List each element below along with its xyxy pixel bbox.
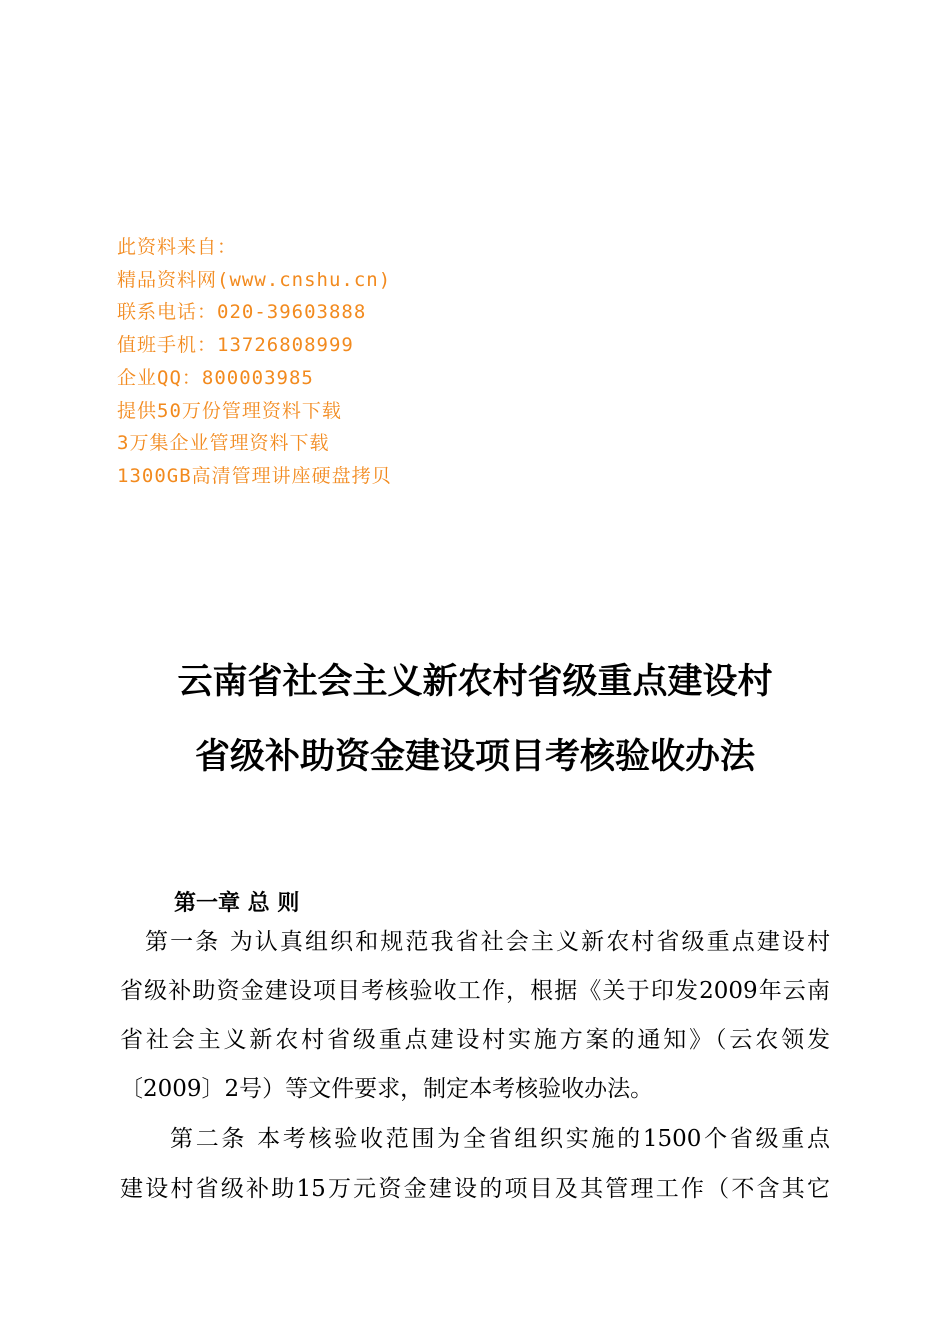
source-notice: [117, 231, 717, 493]
chapter-heading: 第一章 总 则: [174, 891, 300, 916]
source-notice-line: 提供50万份管理资料下载: [117, 399, 342, 422]
source-notice-line: 联系电话：020-39603888: [117, 301, 367, 324]
article-1-line: 省级补助资金建设项目考核验收工作，根据《关于印发2009年云南: [120, 978, 830, 1004]
document-title-line-2: 省级补助资金建设项目考核验收办法: [194, 736, 755, 777]
source-notice-line: 3万集企业管理资料下载: [117, 432, 330, 455]
source-notice-line: 此资料来自：: [117, 236, 238, 258]
article-1-line: 〔2009〕2号）等文件要求，制定本考核验收办法。: [120, 1076, 654, 1102]
source-notice-line: 企业QQ：800003985: [117, 366, 314, 389]
article-1-line: 省社会主义新农村省级重点建设村实施方案的通知》（云农领发: [120, 1027, 830, 1053]
article-2-line: 建设村省级补助15万元资金建设的项目及其管理工作（不含其它: [120, 1176, 830, 1202]
article-1-line: 第一条 为认真组织和规范我省社会主义新农村省级重点建设村: [145, 929, 830, 955]
source-notice-line: 精品资料网(www.cnshu.cn): [117, 268, 392, 291]
document-title-line-1: 云南省社会主义新农村省级重点建设村: [177, 661, 773, 702]
article-2-line: 第二条 本考核验收范围为全省组织实施的1500个省级重点: [170, 1126, 830, 1152]
source-notice-line: 值班手机：13726808999: [117, 334, 354, 357]
source-notice-line: 1300GB高清管理讲座硬盘拷贝: [117, 464, 392, 487]
